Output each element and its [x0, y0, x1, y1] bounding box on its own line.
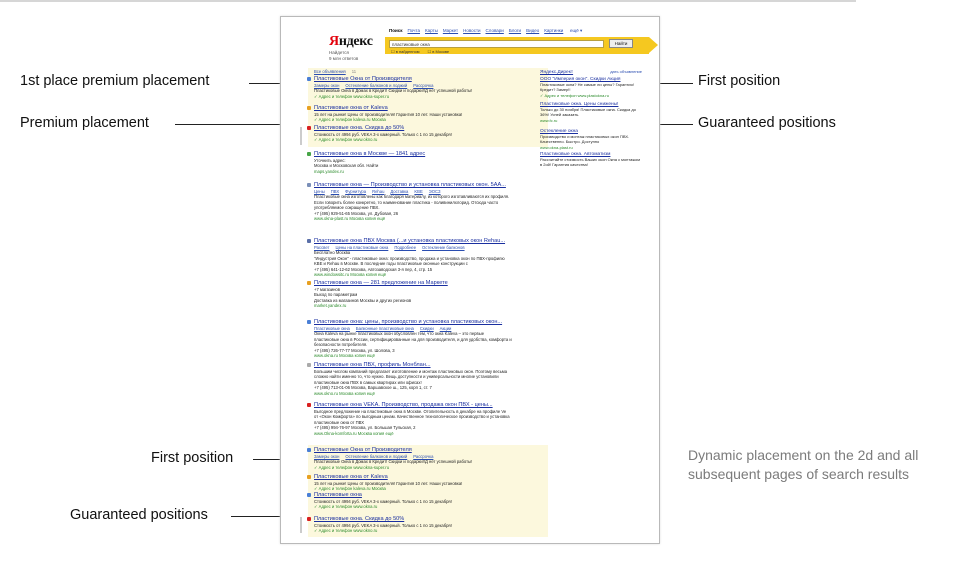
search-button[interactable]: Найти: [609, 39, 633, 48]
right-ad-4: [540, 152, 642, 168]
result-line: Бесплатно Москва: [314, 250, 351, 256]
favicon-icon: [307, 126, 311, 130]
favicon-icon: [307, 77, 311, 81]
ad-text: Пластиковые Окна в Домах в Кредит! Скидки и подарки!!Д нет успешной работы!: [314, 459, 473, 465]
result-line: употребляемое сокращение ПВХ.: [314, 205, 380, 211]
sitelink[interactable]: Рассрочка: [413, 83, 434, 88]
callout-first-position-bottom: First position: [151, 450, 234, 466]
top-divider: [0, 0, 856, 2]
result-line: +7 магазинов: [314, 287, 340, 292]
result-line: Большим числом компаний предлагает изготовление и монтаж пластиковых окон. Поэтому весьма: [314, 369, 508, 374]
search-result: [314, 319, 540, 358]
ad-title[interactable]: Пластиковые окна. Цены снижены!: [540, 102, 619, 107]
result-line: www.Okna-komforta.ru Москва копия ещё: [314, 430, 394, 436]
result-line: Выгодное предложение на пластиковые окна в Москве. Отопительность в декабре на профиле Ve: [314, 409, 507, 414]
ads-header: Все объявления 11: [314, 69, 357, 74]
ad-url[interactable]: ✓ Адрес и телефон kaleva.ru Москва: [314, 486, 386, 492]
result-line: +7 (495) 641-12-62 Москва, Автозаводская 3-я пер, 4, стр. 15: [314, 266, 433, 272]
result-line: +7 (495) 994-76-97 Москва, ул. Большая Тульская, 2: [314, 425, 416, 431]
more-menu[interactable]: ещё ▾: [570, 28, 583, 33]
result-title[interactable]: Пластиковые окна ПВХ, профиль Монблан...: [314, 362, 431, 368]
all-ads-link[interactable]: Все объявления: [314, 69, 346, 74]
sitelink[interactable]: Скидки: [419, 326, 434, 331]
search-result: [314, 402, 540, 436]
ad-title[interactable]: ООО "Империя окон". Скидки Акция: [540, 77, 621, 82]
sitelink[interactable]: Доставка: [390, 189, 409, 194]
sitelink[interactable]: Остекление балконов: [422, 245, 465, 250]
ad-url[interactable]: ✓ Адрес и телефон www.okna-super.ru: [314, 93, 390, 99]
result-line: безопасности потребителя.: [314, 342, 368, 348]
search-options: [391, 49, 449, 54]
ad-title[interactable]: Пластиковые Окна от Производителя: [314, 76, 412, 82]
tab-6[interactable]: Блоги: [508, 28, 522, 33]
sitelink[interactable]: Балконные пластиковые окна: [355, 326, 414, 331]
result-line: Окна Kaleva на рынке пластиковых окон обусловлен тем, что окна Kaleva – это первые: [314, 331, 485, 337]
ad-text: Только до 30 ноября! Пластиковые окна. Скидка до 36%! Успей заказать.: [540, 107, 636, 118]
ad-title[interactable]: Остекление окна: [540, 129, 578, 134]
search-result: [314, 362, 540, 396]
result-line: пластиковые окна от ПВХ: [314, 419, 365, 425]
ad-text: Производство и монтаж пластиковых окон ПВХ. Качественно. Быстро. Доступно: [540, 134, 630, 145]
search-input[interactable]: пластиковые окна: [389, 40, 604, 48]
favicon-icon: [307, 403, 311, 407]
result-line: сложно найти именно то, что нужно. Вещь доступности и универсальности многие установили: [314, 374, 499, 380]
callout-guaranteed-bottom: Guaranteed positions: [70, 507, 208, 523]
ad-text: Рассчитайте стоимость Ваших окон Окна с монтажом в 2ой! Гарантия качества!: [540, 157, 641, 168]
result-line: от «Окон Комфорта» по выгодным ценам. Качественное технологическое производство и установка: [314, 414, 510, 420]
arrow-guaranteed-bottom: [231, 516, 285, 517]
favicon-icon: [307, 106, 311, 110]
tab-3[interactable]: Маркет: [442, 28, 459, 33]
sitelink[interactable]: ПВХ: [330, 189, 340, 194]
sitelink[interactable]: KBE: [414, 189, 423, 194]
result-line: Доставка из магазинов Москвы и других регионов: [314, 297, 412, 303]
tab-8[interactable]: Картинки: [544, 28, 564, 33]
guaranteed-ad-3: [314, 492, 540, 510]
result-line: "Индустрия Окон" - пластиковые окна: производство, продажа и установка окон по ПВХ-профилю: [314, 255, 505, 261]
search-results-page: [280, 16, 660, 544]
ad-title[interactable]: Пластиковые окна от Kaleva: [314, 105, 388, 111]
result-line: пластиковые окна ПВХ в самых квартирах или офисах!: [314, 379, 422, 385]
sitelink[interactable]: Цены: [314, 189, 325, 194]
arrow-premium: [175, 124, 285, 125]
sitelink[interactable]: Пластиковые окна: [314, 326, 350, 331]
right-ad-3: [540, 129, 642, 150]
service-tabs: [389, 28, 563, 33]
guaranteed-ad-1: [314, 447, 540, 470]
result-line: пластиковые окна в России, сертифицированные на для производителя, и для удобства, комфорта и: [314, 336, 512, 342]
ad-text: Стоимость от 4994 руб. VEKA 3-х камерный. Только с 1 по 15 декабря!: [314, 523, 452, 528]
right-ads-header: Яндекс.Директ дать объявление: [540, 69, 642, 75]
option-in-moscow[interactable]: ☐ в Москве: [427, 49, 450, 54]
right-ad-2: [540, 102, 642, 123]
ad-title[interactable]: Пластиковые Окна от Производителя: [314, 447, 412, 453]
ad-url[interactable]: ✓ Адрес и телефон www.okna-super.ru: [314, 464, 390, 470]
favicon-icon: [307, 517, 311, 521]
result-title[interactable]: Пластиковые окна VEKA. Производство, продажа окон ПВХ - цены...: [314, 402, 493, 408]
tab-0[interactable]: Поиск: [389, 28, 403, 33]
sitelink[interactable]: Рассвет: [314, 245, 330, 250]
result-line: Пластиковые окна изготовлены как благодаря материалу, из которого изготавливаются их профиля.: [314, 194, 510, 200]
search-result: [314, 151, 540, 174]
ad-url[interactable]: ✓ Адрес и телефон www.plastokna.ru: [540, 92, 609, 98]
logo-subtitle: Найдется 9 млн ответов: [329, 50, 359, 61]
ad-url[interactable]: ✓ Адрес и телефон kaleva.ru Москва: [314, 117, 386, 123]
favicon-icon: [307, 183, 311, 187]
ad-title[interactable]: Пластиковые окна от Kaleva: [314, 474, 388, 480]
result-line: Москва и Московская обл. Найти: [314, 163, 379, 169]
result-line: www.okno.ru Москва копия ещё: [314, 390, 375, 396]
tab-7[interactable]: Видео: [526, 28, 540, 33]
favicon-icon: [307, 239, 311, 243]
premium-ad-2: [314, 105, 540, 123]
favicon-icon: [307, 448, 311, 452]
search-bar: [385, 37, 649, 54]
favicon-icon: [307, 363, 311, 367]
ad-text: Пластиковые окна? Не самые ли цены? Гарантия! Кредит? Замер!!: [540, 82, 634, 93]
search-result: [314, 238, 540, 277]
tab-5[interactable]: Словари: [485, 28, 504, 33]
guaranteed-ad-2: [314, 474, 540, 492]
sitelink[interactable]: ЭОСЗ: [428, 189, 441, 194]
sitelink[interactable]: Замеры окон: [314, 83, 340, 88]
option-in-results[interactable]: ☐ в найденном: [391, 49, 420, 54]
favicon-icon: [307, 281, 311, 285]
premium-ad-1: [314, 76, 540, 99]
result-line: maps.yandex.ru: [314, 168, 344, 174]
sitelink[interactable]: Rehau: [372, 189, 385, 194]
favicon-icon: [307, 493, 311, 497]
sitelink[interactable]: Замеры окон: [314, 454, 340, 459]
search-result: [314, 182, 540, 221]
ad-text: Стоимость от 4994 руб. VEKA 3-х камерный. Только с 1 по 15 декабря!: [314, 499, 452, 504]
callout-premium-first: 1st place premium placement: [20, 73, 210, 89]
result-line: +7 (495) 929-51-65 Москва, ул. Дубовая, 26: [314, 210, 399, 216]
callout-dynamic: Dynamic placement on the 2d and all subsequent pages of search results: [688, 447, 919, 482]
result-title[interactable]: Пластиковые окна в Москве — 1841 адрес: [314, 151, 426, 157]
result-line: +7 (495) 726-77-77 Москва, ул. Шолова, 3: [314, 347, 395, 353]
right-ad-1: [540, 77, 642, 98]
callout-premium: Premium placement: [20, 115, 149, 131]
result-line: +7 (495) 713-01-06 Москва, Варшавское ш., 125, корп 1, ст. 7: [314, 385, 432, 391]
favicon-icon: [307, 475, 311, 479]
scroll-marker-top: [300, 127, 302, 145]
result-title[interactable]: Пластиковые окна — 281 предложение на Маркете: [314, 280, 448, 286]
sitelink[interactable]: Остекление балконов и лоджий: [345, 454, 408, 459]
result-line: www.windowsitc.ru Москва копия ещё: [314, 272, 387, 278]
ad-title[interactable]: Пластиковые окна. Автоматизм: [540, 152, 611, 157]
result-line: KBE и Rehau в Москве. В последние годы пластиковые оконные конструкции с: [314, 261, 468, 267]
ad-text: Стоимость от 4994 руб. VEKA 3-х камерный. Только с 1 по 15 декабря!: [314, 132, 452, 137]
callout-guaranteed-top: Guaranteed positions: [698, 115, 836, 131]
search-result: [314, 280, 540, 309]
sitelink[interactable]: Подробнее: [394, 245, 417, 250]
ad-url[interactable]: www.okna-plast.ru: [540, 144, 573, 150]
favicon-icon: [307, 320, 311, 324]
ad-title[interactable]: Пластиковые окна: [314, 492, 362, 498]
sitelink[interactable]: Цены на пластиковые окна: [335, 245, 389, 250]
ad-text: 15 лет на рынке! Цены от производителя! Гарантия 10 лет. Наши установка!: [314, 481, 463, 486]
sitelink[interactable]: Остекление балконов и лоджий: [345, 83, 408, 88]
result-line: Уточнить адрес:: [314, 158, 346, 163]
yandex-logo[interactable]: Яндекс: [329, 34, 373, 49]
result-line: www.okna.ru Москва копия ещё: [314, 353, 375, 359]
ad-url[interactable]: ✓ Адрес и телефон www.okna.ru: [314, 504, 378, 510]
result-line: Если говорить более конкретно, то наименование пластика - поливинилхлорид. Отсюда часто: [314, 199, 499, 205]
ad-title[interactable]: Пластиковые окна. Скидка до 50%: [314, 516, 405, 522]
sitelink[interactable]: Акции: [439, 326, 452, 331]
favicon-icon: [307, 152, 311, 156]
sitelink[interactable]: Фурнитура: [345, 189, 367, 194]
sitelink[interactable]: Рассрочка: [413, 454, 434, 459]
result-title[interactable]: Пластиковые окна — Производство и установка пластиковых окон. 5AA...: [314, 182, 506, 188]
ad-text: Пластиковые Окна в Домах в Кредит! Скидки и подарки!!Д нет успешной работы!: [314, 88, 473, 94]
scroll-marker-bottom: [300, 517, 302, 533]
tab-1[interactable]: Почта: [407, 28, 421, 33]
ad-url[interactable]: ✓ Адрес и телефон www.okno.ru: [314, 528, 378, 534]
ad-text: 15 лет на рынке! Цены от производителя! Гарантия 10 лет. Наши установка!: [314, 112, 463, 117]
result-title[interactable]: Пластиковые окна ПВХ Москва (...и установка пластиковых окон Rehau...: [314, 238, 506, 244]
result-line: www.okna-plast.ru Москва копия ещё: [314, 216, 386, 222]
premium-ad-3: [314, 125, 540, 143]
tab-2[interactable]: Карты: [425, 28, 438, 33]
tab-4[interactable]: Новости: [463, 28, 481, 33]
guaranteed-ad-4: [314, 516, 540, 534]
result-title[interactable]: Пластиковые окна: цены, производство и установка пластиковых окон...: [314, 319, 503, 325]
ad-url[interactable]: www.fc.ru: [540, 117, 558, 123]
result-line: market.yandex.ru: [314, 303, 347, 309]
result-line: Выход по параметрам: [314, 292, 358, 298]
ad-url[interactable]: ✓ Адрес и телефон www.okno.ru: [314, 137, 378, 143]
callout-first-position-top: First position: [698, 73, 781, 89]
ad-title[interactable]: Пластиковые окна. Скидка до 50%: [314, 125, 405, 131]
